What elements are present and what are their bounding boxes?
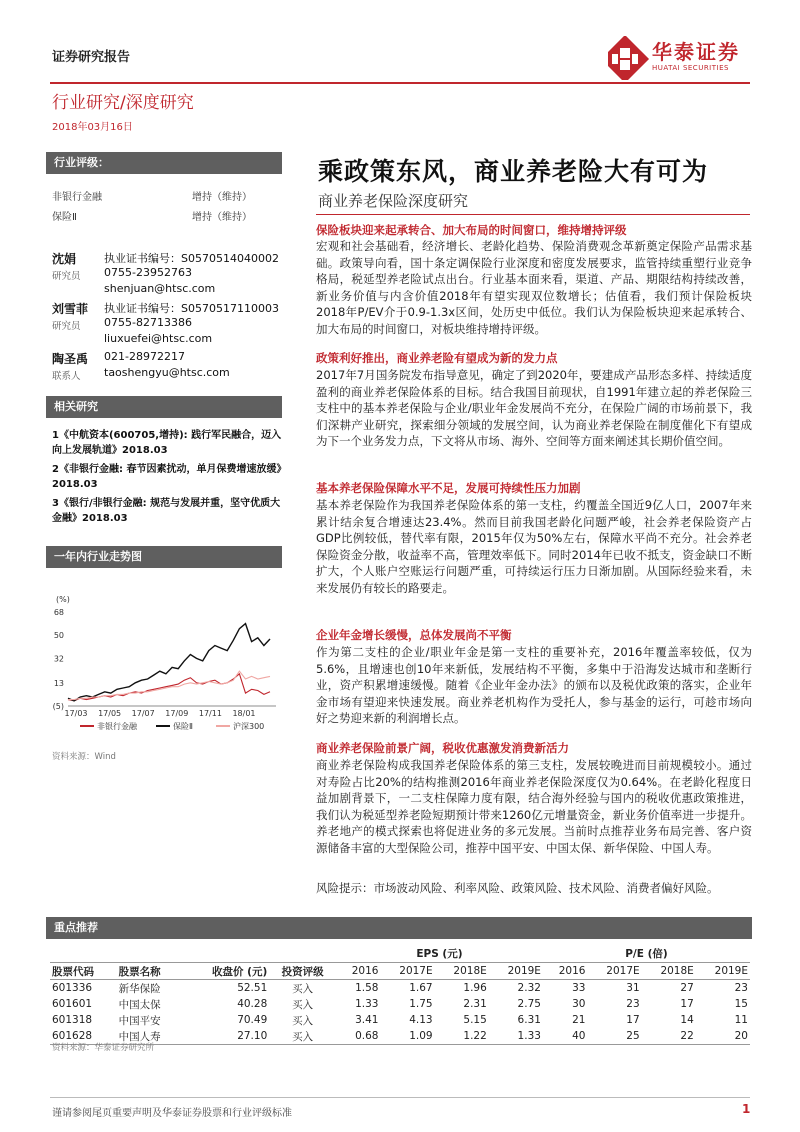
table-cell: 中国人寿: [118, 1030, 161, 1043]
rating-sector: 非银行金融: [52, 192, 102, 203]
chart-section-title: 一年内行业走势图: [46, 546, 282, 568]
chart-x-tick-label: 17/11: [198, 709, 222, 718]
logo-text: 华泰证券: [652, 40, 740, 64]
table-cell: 买入: [292, 998, 314, 1011]
analyst-cert: 执业证书编号：S0570514040002: [104, 252, 279, 265]
table-group-header: [50, 944, 750, 963]
table-cell: 17: [626, 1014, 640, 1026]
table-cell: 601628: [52, 1030, 93, 1042]
table-cell: 22: [680, 1030, 694, 1042]
table-cell: 27: [680, 982, 694, 994]
report-date: 2018年03月16日: [52, 122, 133, 133]
table-cell: 25: [626, 1030, 640, 1042]
chart-source: 资料来源：Wind: [52, 752, 116, 762]
table-cell: 17: [680, 998, 694, 1010]
table-cell: 33: [572, 982, 586, 994]
table-cell: 买入: [292, 1030, 314, 1043]
recommendation-table: [50, 944, 750, 1045]
analyst-email[interactable]: liuxuefei@htsc.com: [104, 332, 213, 345]
chart-x-tick-label: 17/09: [165, 709, 189, 718]
table-cell: 27.10: [237, 1030, 268, 1042]
table-cell: 40: [572, 1030, 586, 1042]
table-cell: 新华保险: [118, 982, 161, 995]
title-divider: [316, 214, 750, 215]
column-header: 2018E: [660, 965, 694, 977]
analyst-phone: 0755-82713386: [104, 316, 192, 329]
table-cell: 6.31: [517, 1014, 541, 1026]
footer-disclaimer: 谨请参阅尾页重要声明及华泰证券股票和行业评级标准: [52, 1108, 292, 1119]
table-cell: 11: [734, 1014, 748, 1026]
table-cell: 买入: [292, 1014, 314, 1027]
rating-section-title: 行业评级：: [46, 152, 282, 174]
table-cell: 1.75: [409, 998, 433, 1010]
section-body: 2017年7月国务院发布指导意见，确定了到2020年，要建成产品形态多样、持续适度盈利的商业养老保险体系的目标。结合我国目前现状，自1991年建立起的养老保险三支柱中的基本养老保险与企业/职业年金发展尚不充分，在保险广阔的市场前景下，我们深耕产业研究，探索细分领域的发展空间，认为商业养老保险在制度催化下有望成为下一个业务发力点，下文将从市场、海外、空间等方面来阐述其长期价值空间。: [316, 368, 752, 449]
analyst-phone: 0755-23952763: [104, 266, 192, 279]
table-cell: 31: [626, 982, 640, 994]
eps-header: EPS (元): [336, 944, 543, 963]
section-body: 作为第二支柱的企业/职业年金是第一支柱的重要补充，2016年覆盖率较低，仅为5.6%，且增速也创10年来新低，发展结构不平衡，多集中于沿海发达城市和垄断行业，资产积累增速缓慢。随着《企业年金办法》的颁布以及税优政策的落实，企业年金市场有望迎来快速发展。商业养老机构作为受托人，参与基金的运行，可趁市场向好之势迎来新的利润增长点。: [316, 645, 752, 726]
table-cell: 23: [626, 998, 640, 1010]
related-report-link[interactable]: 3《银行/非银行金融: 规范与发展并重，坚守优质大金融》2018.03: [52, 498, 281, 524]
column-header: 2017E: [399, 965, 433, 977]
table-cell: 3.41: [355, 1014, 379, 1026]
table-cell: 70.49: [237, 1014, 268, 1026]
section-body: 商业养老保险构成我国养老保险体系的第三支柱，发展较晚进而目前规模较小。通过对寿险占比20%的结构推测2016年商业养老保险深度仅为0.64%。在老龄化程度日益加剧背景下，一二支柱保障力度有限，结合海外经验与国内的税收优惠政策推进，我们认为税延型养老险短期预计带来1260亿元增量资金，新业务价值率进一步提升。养老地产的模式探索也将促进业务的多元发展。当前时点推荐业务布局完善、客户资源储备丰富的大型保险公司，推荐中国平安、中国太保、新华保险、中国人寿。: [316, 758, 752, 855]
column-header: 2017E: [606, 965, 640, 977]
table-cell: 中国平安: [118, 1014, 161, 1027]
industry-trend-chart: [46, 590, 282, 740]
table-cell: 1.33: [517, 1030, 541, 1042]
table-cell: 15: [734, 998, 748, 1010]
chart-series-line: [68, 624, 270, 701]
table-cell: 1.09: [409, 1030, 433, 1042]
table-cell: 买入: [292, 982, 314, 995]
chart-x-tick-label: 18/01: [232, 709, 256, 718]
related-report-link[interactable]: 1《中航资本(600705,增持): 践行军民融合，迈入向上发展轨道》2018.03: [52, 430, 282, 456]
chart-y-tick-label: 32: [53, 654, 64, 664]
report-label: 证券研究报告: [52, 50, 131, 65]
table-row: [50, 996, 750, 1012]
table-cell: 2.31: [463, 998, 487, 1010]
analyst-phone: 021-28972217: [104, 350, 185, 363]
column-header: 2019E: [714, 965, 748, 977]
table-cell: 601601: [52, 998, 93, 1010]
column-header: 2016: [558, 965, 586, 977]
table-cell: 1.67: [409, 982, 433, 994]
analyst-role: 研究员: [52, 321, 81, 332]
chart-legend-label: 沪深300: [233, 722, 265, 731]
chart-y-tick-label: 13: [53, 678, 64, 688]
table-cell: 0.68: [355, 1030, 379, 1042]
analyst-email[interactable]: shenjuan@htsc.com: [104, 282, 216, 295]
chart-x-tick-label: 17/05: [98, 709, 122, 718]
pe-header: P/E (倍): [543, 944, 750, 963]
chart-y-tick-label: (5): [52, 702, 64, 711]
footer-divider: [50, 1097, 750, 1098]
table-cell: 4.13: [409, 1014, 433, 1026]
chart-legend-label: 非银行金融: [97, 722, 137, 731]
analyst-role: 研究员: [52, 271, 81, 282]
column-header: 股票名称: [118, 965, 161, 978]
section-heading: 保险板块迎来起承转合、加大布局的时间窗口，维持增持评级: [316, 223, 627, 237]
risk-note: 风险提示：市场波动风险、利率风险、政策风险、技术风险、消费者偏好风险。: [316, 881, 719, 895]
analyst-name: 陶圣禹: [52, 352, 89, 366]
table-cell: 40.28: [237, 998, 268, 1010]
section-heading: 企业年金增长缓慢，总体发展尚不平衡: [316, 628, 512, 642]
table-cell: 14: [680, 1014, 694, 1026]
related-report-link[interactable]: 2《非银行金融: 春节因素扰动，单月保费增速放缓》2018.03: [52, 464, 282, 490]
column-header: 2019E: [507, 965, 541, 977]
report-type: 行业研究/深度研究: [52, 93, 194, 113]
rating-row: [52, 208, 282, 223]
table-cell: 21: [572, 1014, 586, 1026]
table-source: 资料来源：华泰证券研究所: [52, 1043, 155, 1053]
related-section-title: 相关研究: [46, 396, 282, 418]
table-row: [50, 1012, 750, 1028]
table-row: [50, 1028, 750, 1045]
analyst-name: 刘雪菲: [52, 302, 89, 316]
table-cell: 2.32: [517, 982, 541, 994]
rating-sector: 保险Ⅱ: [52, 212, 77, 223]
table-cell: 52.51: [237, 982, 268, 994]
section-body: 宏观和社会基础看，经济增长、老龄化趋势、保险消费观念革新奠定保险产品需求基础。政策导向看，国十条定调保险行业深度和密度发展要求，监管持续重塑行业竞争格局，税延型养老险试点出台。行业基本面来看，渠道、产品、期限结构持续改善，新业务价值与内含价值2018年有望实现双位数增长；估值看，我们预计保险板块2018年P/EV介于0.9-1.3x区间，处历史中低位。我们认为保险板块迎来起承转合、加大布局的时间窗口，对板块维持增持评级。: [316, 239, 752, 336]
chart-y-tick-label: 68: [53, 608, 64, 617]
report-subtitle: 商业养老保险深度研究: [318, 192, 469, 210]
column-header: 2018E: [453, 965, 487, 977]
header-divider: [50, 82, 750, 84]
table-cell: 中国太保: [118, 998, 161, 1011]
analyst-cert: 执业证书编号：S0570517110003: [104, 302, 279, 315]
section-body: 基本养老保险作为我国养老保险体系的第一支柱，约覆盖全国近9亿人口，2007年来累计结余复合增速达23.4%。然而目前我国老龄化问题严峻，社会养老保险资产占GDP比例较低，替代率有限，2015年仅为50%左右，保障水平尚不充分。社会养老保险资金分散，收益率不高，管理效率低下。同时2014年已收不抵支，资金缺口不断扩大，个人账户空账运行问题严重，可持续运行压力日渐加剧。从国际经验来看，未来发展仍有较长的路要走。: [316, 498, 752, 595]
table-cell: 23: [734, 982, 748, 994]
table-section-title: 重点推荐: [46, 917, 752, 939]
table-cell: 601336: [52, 982, 93, 994]
chart-legend-label: 保险Ⅱ: [173, 722, 193, 731]
table-cell: 20: [734, 1030, 748, 1042]
table-row: [50, 980, 750, 997]
analyst-role: 联系人: [52, 371, 81, 382]
table-cell: 5.15: [463, 1014, 487, 1026]
section-heading: 商业养老保险前景广阔，税收优惠激发消费新活力: [316, 741, 569, 755]
analyst-name: 沈娟: [52, 252, 77, 266]
table-cell: 1.58: [355, 982, 379, 994]
chart-x-tick-label: 17/07: [131, 709, 155, 718]
chart-x-tick-label: 17/03: [64, 709, 88, 718]
column-header: 收盘价 (元): [211, 965, 268, 978]
section-heading: 政策利好推出，商业养老险有望成为新的发力点: [316, 351, 558, 365]
table-cell: 601318: [52, 1014, 93, 1026]
page-number: 1: [742, 1102, 751, 1116]
column-header: 股票代码: [52, 965, 94, 978]
rating-value: 增持（维持）: [192, 192, 252, 203]
table-cell: 2.75: [517, 998, 541, 1010]
report-title: 乘政策东风，商业养老险大有可为: [318, 157, 709, 186]
table-cell: 1.33: [355, 998, 379, 1010]
table-cell: 30: [572, 998, 586, 1010]
rating-row: [52, 188, 282, 203]
chart-y-unit: (%): [56, 595, 70, 604]
chart-y-tick-label: 50: [53, 631, 64, 641]
analyst-email[interactable]: taoshengyu@htsc.com: [104, 366, 230, 379]
column-header: 投资评级: [281, 965, 324, 978]
table-cell: 1.22: [463, 1030, 487, 1042]
column-header: 2016: [351, 965, 379, 977]
rating-value: 增持（维持）: [192, 212, 252, 223]
table-cell: 1.96: [463, 982, 487, 994]
table-header-row: [50, 963, 750, 980]
section-heading: 基本养老保险保障水平不足，发展可持续性压力加剧: [316, 481, 581, 495]
logo-subtext: HUATAI SECURITIES: [652, 64, 729, 72]
